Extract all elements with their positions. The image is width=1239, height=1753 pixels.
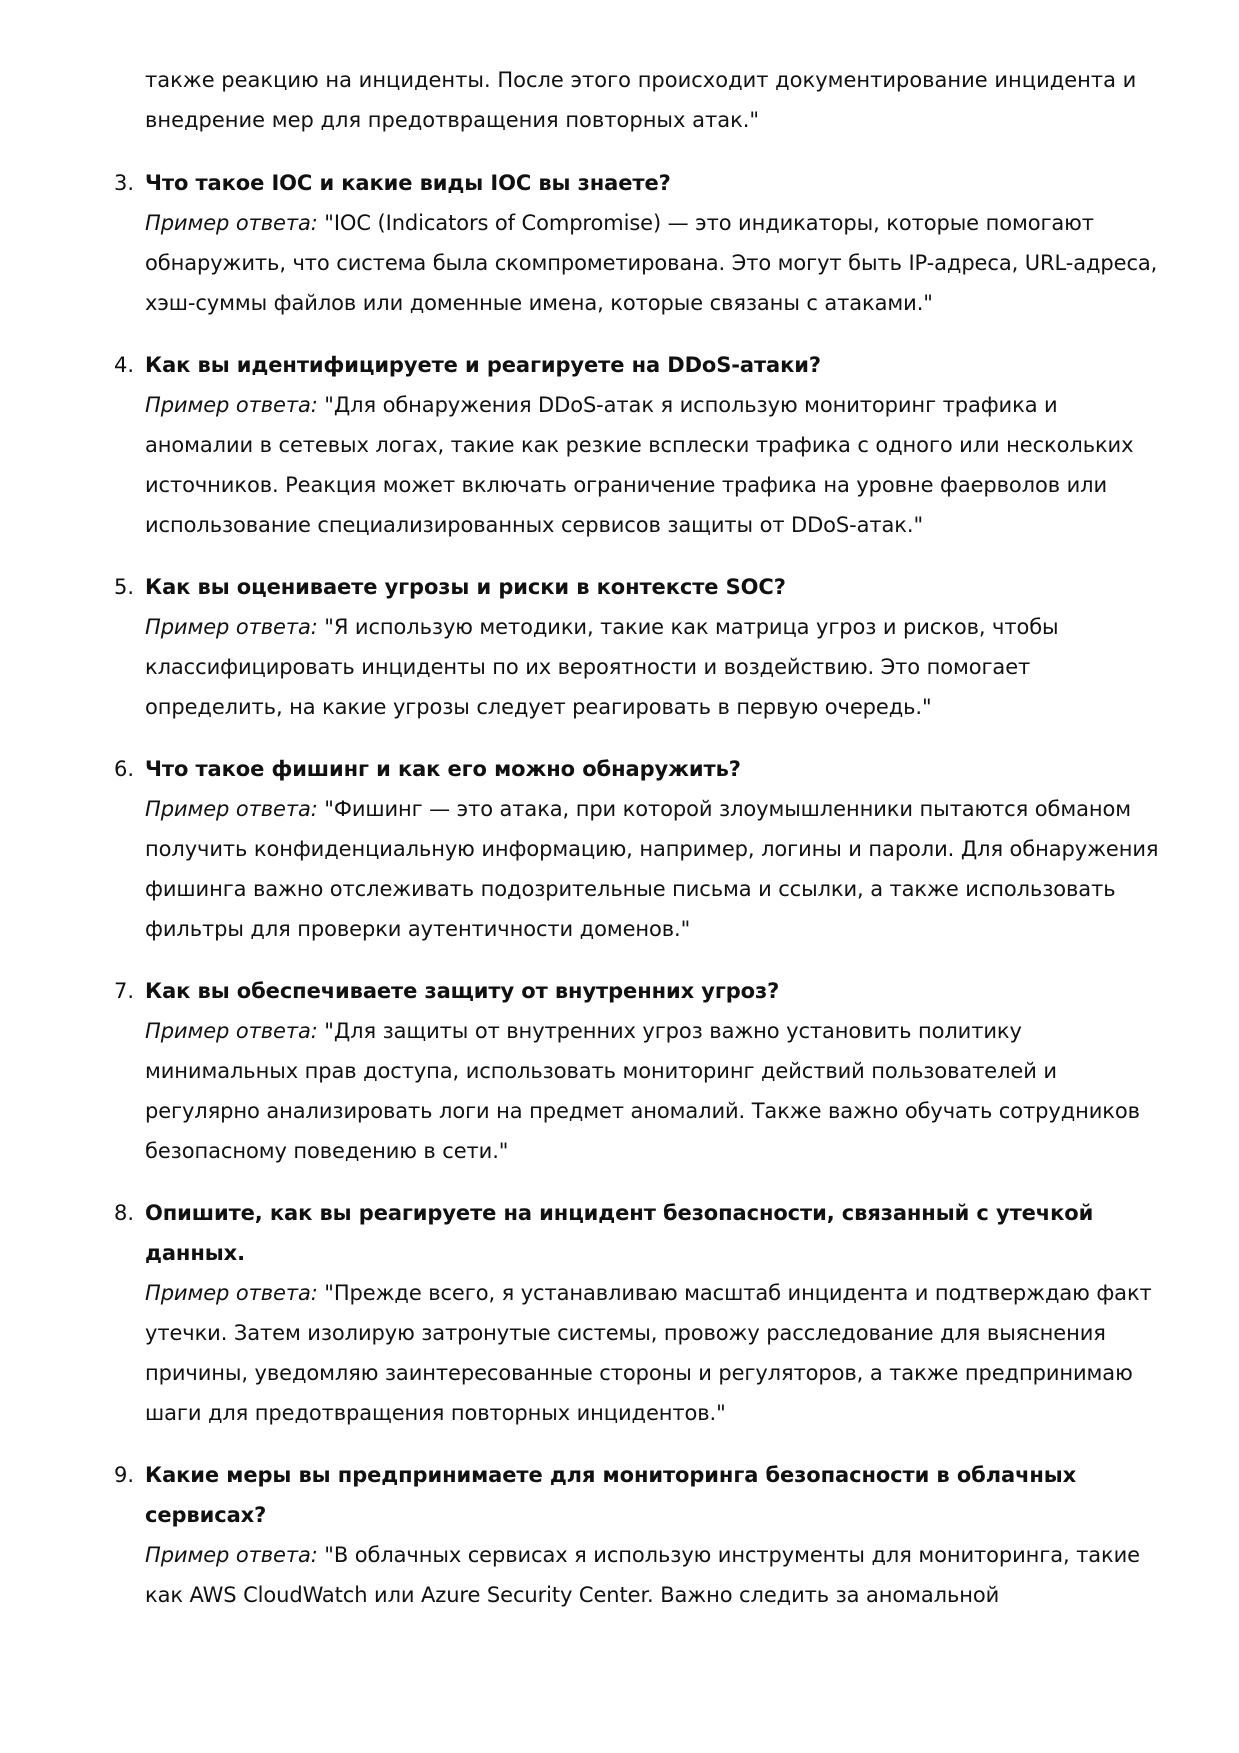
question-heading: Что такое IOC и какие виды IOC вы знаете?: [145, 171, 671, 195]
list-item: [0, 345, 1239, 545]
answer-label: Пример ответа:: [145, 1281, 318, 1305]
question-heading: Какие меры вы предпринимаете для мониторинга безопасности в облачных сервисах?: [145, 1463, 1077, 1527]
item-number: 5.: [114, 575, 135, 599]
question-heading: Как вы идентифицируете и реагируете на DDoS-атаки?: [145, 353, 821, 377]
answer-paragraph: [145, 1011, 1159, 1171]
answer-text: "Я использую методики, такие как матрица угроз и рисков, чтобы классифицировать инциденты по их вероятности и воздействию. Это помогает определить, на какие угрозы следует реагировать в первую очередь.": [145, 615, 1059, 719]
list-item: [0, 163, 1239, 323]
answer-paragraph: [145, 1273, 1159, 1433]
answer-paragraph: [145, 1535, 1159, 1615]
answer-text: "Для обнаружения DDoS-атак я использую мониторинг трафика и аномалии в сетевых логах, такие как резкие всплески трафика с одного или нескольких источников. Реакция может включать ограничение трафика на уровне фаерволов или использование специализированных сервисов защиты от DDoS-атак.": [145, 393, 1134, 537]
answer-label: Пример ответа:: [145, 1543, 318, 1567]
item-number: 7.: [114, 979, 135, 1003]
item-number: 4.: [114, 353, 135, 377]
answer-text: "Прежде всего, я устанавливаю масштаб инцидента и подтверждаю факт утечки. Затем изолирую затронутые системы, провожу расследование для выяснения причины, уведомляю заинтересованные стороны и регуляторов, а также предпринимаю шаги для предотвращения повторных инцидентов.": [145, 1281, 1152, 1425]
list-item: [0, 749, 1239, 949]
answer-paragraph: [145, 203, 1159, 323]
intro-paragraph: также реакцию на инциденты. После этого происходит документирование инцидента и внедрение мер для предотвращения повторных атак.": [145, 68, 1137, 132]
answer-text: "Для защиты от внутренних угроз важно установить политику минимальных прав доступа, использовать мониторинг действий пользователей и регулярно анализировать логи на предмет аномалий. Также важно обучать сотрудников безопасному поведению в сети.": [145, 1019, 1140, 1163]
question-heading: Как вы обеспечиваете защиту от внутренних угроз?: [145, 979, 780, 1003]
answer-label: Пример ответа:: [145, 797, 318, 821]
question-heading: Как вы оцениваете угрозы и риски в контексте SOC?: [145, 575, 786, 599]
item-number: 3.: [114, 171, 135, 195]
list-item: [0, 567, 1239, 727]
answer-text: "В облачных сервисах я использую инструменты для мониторинга, такие как AWS CloudWatch или Azure Security Center. Важно следить за аномальной: [145, 1543, 1141, 1607]
answer-paragraph: [145, 385, 1159, 545]
item-number: 6.: [114, 757, 135, 781]
list-item: [0, 1455, 1239, 1615]
answer-text: "Фишинг — это атака, при которой злоумышленники пытаются обманом получить конфиденциальную информацию, например, логины и пароли. Для обнаружения фишинга важно отслеживать подозрительные письма и ссылки, а также использовать фильтры для проверки аутентичности доменов.": [145, 797, 1159, 941]
question-heading: Опишите, как вы реагируете на инцидент безопасности, связанный с утечкой данных.: [145, 1201, 1094, 1265]
item-number: 8.: [114, 1201, 135, 1225]
list-item: [0, 971, 1239, 1171]
answer-label: Пример ответа:: [145, 615, 318, 639]
answer-label: Пример ответа:: [145, 211, 318, 235]
answer-paragraph: [145, 607, 1159, 727]
list-item: [0, 1193, 1239, 1433]
answer-paragraph: [145, 789, 1159, 949]
answer-text: "IOC (Indicators of Compromise) — это индикаторы, которые помогают обнаружить, что система была скомпрометирована. Это могут быть IP-адреса, URL-адреса, хэш-суммы файлов или доменные имена, которые связаны с атаками.": [145, 211, 1158, 315]
item-number: 9.: [114, 1463, 135, 1487]
answer-label: Пример ответа:: [145, 393, 318, 417]
question-heading: Что такое фишинг и как его можно обнаружить?: [145, 757, 741, 781]
qa-list: [0, 163, 1239, 1637]
answer-label: Пример ответа:: [145, 1019, 318, 1043]
